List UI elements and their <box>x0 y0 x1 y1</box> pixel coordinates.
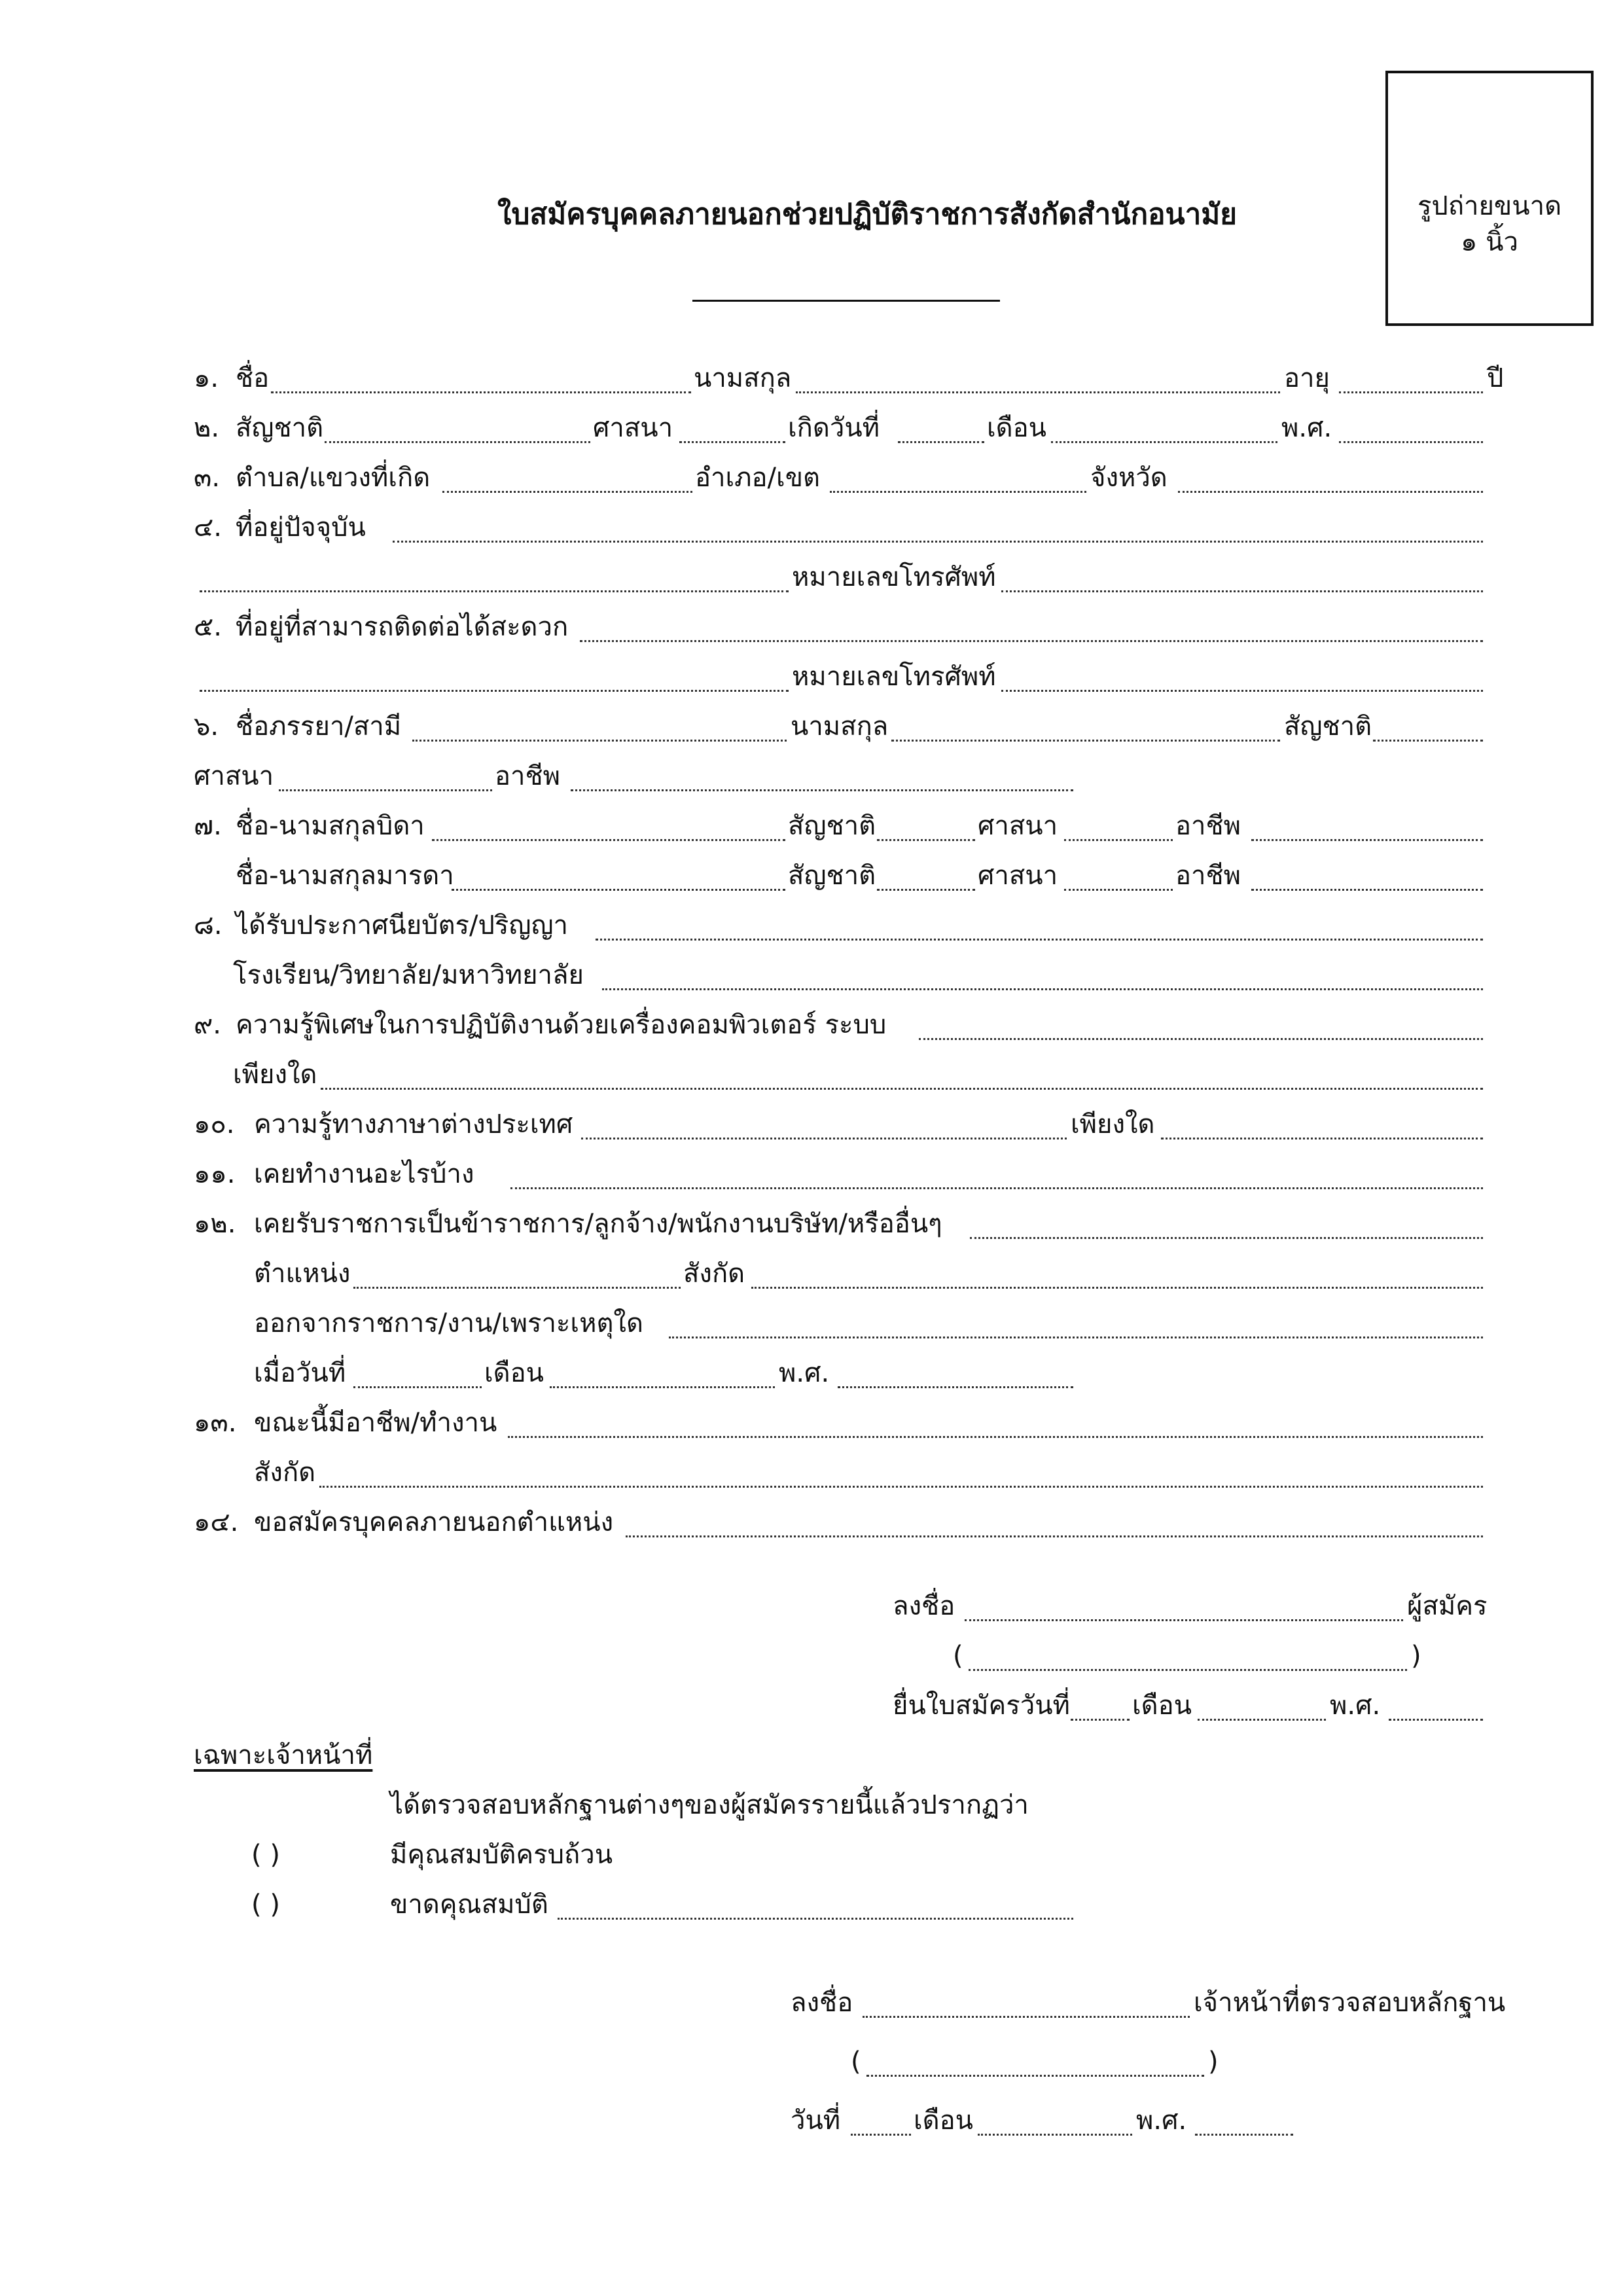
birth-province-label: จังหวัด <box>1090 463 1168 493</box>
current-affiliation-field[interactable] <box>319 1486 1483 1488</box>
contact-address-field-2[interactable] <box>200 690 789 692</box>
birth-province-field[interactable] <box>1178 491 1483 493</box>
applicant-printed-name-field[interactable] <box>969 1669 1407 1671</box>
item-number-12: ๑๒. <box>194 1209 236 1239</box>
current-job-field[interactable] <box>508 1436 1483 1438</box>
unqualified-checkbox[interactable]: ( ) <box>251 1890 280 1920</box>
submit-year-label: พ.ศ. <box>1330 1691 1381 1721</box>
birth-subdistrict-label: ตำบล/แขวงที่เกิด <box>236 463 431 493</box>
age-field[interactable] <box>1339 391 1483 393</box>
spouse-occupation-field[interactable] <box>571 789 1073 791</box>
item-number-13: ๑๓. <box>194 1408 237 1438</box>
spouse-name-field[interactable] <box>412 740 787 742</box>
contact-phone-label: หมายเลขโทรศัพท์ <box>792 662 996 692</box>
language-label: ความรู้ทางภาษาต่างประเทศ <box>254 1109 573 1139</box>
nationality-field[interactable] <box>325 441 590 443</box>
birth-year-label: พ.ศ. <box>1281 413 1332 443</box>
officer-date-label: วันที่ <box>791 2106 841 2136</box>
father-religion-field[interactable] <box>1064 839 1173 841</box>
spouse-surname-label: นามสกุล <box>791 711 889 742</box>
applicant-role-label: ผู้สมัคร <box>1407 1591 1488 1621</box>
birth-district-field[interactable] <box>830 491 1086 493</box>
leave-day-field[interactable] <box>353 1386 482 1388</box>
photo-box <box>1385 71 1594 326</box>
item-number-11: ๑๑. <box>194 1159 236 1189</box>
nationality-label: สัญชาติ <box>236 413 324 443</box>
age-label: อายุ <box>1284 363 1330 393</box>
name-field[interactable] <box>271 391 691 393</box>
birth-year-field[interactable] <box>1339 441 1483 443</box>
submit-year-field[interactable] <box>1389 1719 1483 1721</box>
religion-label: ศาสนา <box>593 413 673 443</box>
officer-day-field[interactable] <box>851 2134 911 2136</box>
submit-month-label: เดือน <box>1132 1691 1192 1721</box>
age-unit: ปี <box>1487 363 1504 393</box>
submit-month-field[interactable] <box>1198 1719 1326 1721</box>
item-number-6: ๖. <box>194 711 219 742</box>
applicant-name-close-paren: ) <box>1411 1641 1421 1671</box>
item-number-10: ๑๐. <box>194 1109 235 1139</box>
father-occupation-label: อาชีพ <box>1175 811 1241 841</box>
service-history-label: เคยรับราชการเป็นข้าราชการ/ลูกจ้าง/พนักงานบริษัท/หรืออื่นๆ <box>254 1209 942 1239</box>
item-number-7: ๗. <box>194 811 222 841</box>
leave-date-label: เมื่อวันที่ <box>254 1358 346 1388</box>
computer-skill-label: ความรู้พิเศษในการปฏิบัติงานด้วยเครื่องคอมพิวเตอร์ ระบบ <box>236 1010 887 1040</box>
computer-level-label: เพียงใด <box>233 1060 317 1090</box>
current-affiliation-label: สังกัด <box>254 1458 316 1488</box>
current-phone-label: หมายเลขโทรศัพท์ <box>792 562 996 592</box>
current-address-field[interactable] <box>393 541 1483 543</box>
officer-year-label: พ.ศ. <box>1136 2106 1187 2136</box>
spouse-nationality-field[interactable] <box>1373 740 1483 742</box>
computer-skill-field[interactable] <box>919 1038 1483 1040</box>
officer-check-statement: ได้ตรวจสอบหลักฐานต่างๆของผู้สมัครรายนี้แล้วปรากฏว่า <box>390 1790 1029 1820</box>
contact-address-label: ที่อยู่ที่สามารถติดต่อได้สะดวก <box>236 612 569 642</box>
position-label: ตำแหน่ง <box>254 1259 351 1289</box>
birth-district-label: อำเภอ/เขต <box>695 463 821 493</box>
leave-month-label: เดือน <box>484 1358 544 1388</box>
applicant-sign-label: ลงชื่อ <box>893 1591 955 1621</box>
officer-printed-name-field[interactable] <box>866 2075 1204 2077</box>
current-address-field-2[interactable] <box>200 590 789 592</box>
service-affiliation-label: สังกัด <box>683 1259 745 1289</box>
item-number-4: ๔. <box>194 512 222 543</box>
father-occupation-field[interactable] <box>1251 839 1483 841</box>
officer-year-field[interactable] <box>1195 2134 1293 2136</box>
mother-name-field[interactable] <box>452 889 785 891</box>
spouse-surname-field[interactable] <box>891 740 1280 742</box>
officer-section-heading: เฉพาะเจ้าหน้าที่ <box>194 1740 373 1770</box>
title-divider <box>692 300 1000 302</box>
spouse-occupation-label: อาชีพ <box>495 761 560 791</box>
mother-occupation-label: อาชีพ <box>1175 861 1241 891</box>
mother-name-label: ชื่อ-นามสกุลมารดา <box>236 861 454 891</box>
leave-reason-label: ออกจากราชการ/งาน/เพราะเหตุใด <box>254 1308 643 1338</box>
spouse-religion-field[interactable] <box>279 789 492 791</box>
position-field[interactable] <box>353 1287 681 1289</box>
item-number-8: ๘. <box>194 910 223 941</box>
submit-day-field[interactable] <box>1071 1719 1130 1721</box>
degree-label: ได้รับประกาศนียบัตร/ปริญญา <box>236 910 569 941</box>
contact-phone-field[interactable] <box>1001 690 1483 692</box>
contact-address-field[interactable] <box>580 640 1483 642</box>
item-number-9: ๙. <box>194 1010 222 1040</box>
service-history-field[interactable] <box>970 1237 1483 1239</box>
item-number-14: ๑๔. <box>194 1507 239 1537</box>
unqualified-label: ขาดคุณสมบัติ <box>390 1890 548 1920</box>
officer-role-label: เจ้าหน้าที่ตรวจสอบหลักฐาน <box>1194 1988 1506 2018</box>
name-label: ชื่อ <box>236 363 270 393</box>
leave-reason-field[interactable] <box>669 1336 1483 1338</box>
mother-occupation-field[interactable] <box>1251 889 1483 891</box>
item-number-2: ๒. <box>194 413 220 443</box>
language-level-field[interactable] <box>1161 1138 1483 1139</box>
surname-label: นามสกุล <box>694 363 792 393</box>
leave-year-field[interactable] <box>838 1386 1073 1388</box>
applicant-name-open-paren: ( <box>953 1641 963 1671</box>
father-name-label: ชื่อ-นามสกุลบิดา <box>236 811 425 841</box>
birth-day-field[interactable] <box>898 441 984 443</box>
officer-sign-label: ลงชื่อ <box>791 1988 853 2018</box>
mother-nationality-label: สัญชาติ <box>788 861 876 891</box>
apply-position-label: ขอสมัครบุคคลภายนอกตำแหน่ง <box>254 1507 614 1537</box>
computer-level-field[interactable] <box>321 1088 1483 1090</box>
father-nationality-label: สัญชาติ <box>788 811 876 841</box>
birth-subdistrict-field[interactable] <box>442 491 692 493</box>
institution-field[interactable] <box>602 988 1483 990</box>
current-phone-field[interactable] <box>1001 590 1483 592</box>
apply-position-field[interactable] <box>626 1535 1483 1537</box>
father-name-field[interactable] <box>432 839 785 841</box>
officer-name-open-paren: ( <box>851 2047 861 2077</box>
spouse-name-label: ชื่อภรรยา/สามี <box>236 711 402 742</box>
degree-field[interactable] <box>596 939 1483 941</box>
item-number-5: ๕. <box>194 612 222 642</box>
officer-signature-field[interactable] <box>863 2016 1190 2018</box>
birthdate-label: เกิดวันที่ <box>788 413 880 443</box>
unqualified-reason-field[interactable] <box>558 1918 1073 1920</box>
item-number-3: ๓. <box>194 463 221 493</box>
work-history-label: เคยทำงานอะไรบ้าง <box>254 1159 474 1189</box>
photo-size-label: รูปถ่ายขนาด <box>1417 191 1562 221</box>
mother-religion-label: ศาสนา <box>978 861 1058 891</box>
item-number-1: ๑. <box>194 363 219 393</box>
page-title: ใบสมัครบุคคลภายนอกช่วยปฏิบัติราชการสังกัดสำนักอนามัย <box>497 198 1238 231</box>
submit-date-label: ยื่นใบสมัครวันที่ <box>893 1691 1070 1721</box>
officer-month-field[interactable] <box>978 2134 1132 2136</box>
language-level-label: เพียงใด <box>1071 1109 1155 1139</box>
father-religion-label: ศาสนา <box>978 811 1058 841</box>
mother-religion-field[interactable] <box>1064 889 1173 891</box>
officer-name-close-paren: ) <box>1208 2047 1219 2077</box>
leave-month-field[interactable] <box>550 1386 775 1388</box>
mother-nationality-field[interactable] <box>877 889 975 891</box>
officer-month-label: เดือน <box>914 2106 974 2136</box>
applicant-signature-field[interactable] <box>965 1619 1403 1621</box>
work-history-field[interactable] <box>510 1187 1483 1189</box>
current-address-label: ที่อยู่ปัจจุบัน <box>236 512 366 543</box>
religion-field[interactable] <box>679 441 785 443</box>
surname-field[interactable] <box>796 391 1280 393</box>
birth-month-field[interactable] <box>1051 441 1277 443</box>
language-field[interactable] <box>581 1138 1067 1139</box>
leave-year-label: พ.ศ. <box>779 1358 830 1388</box>
qualified-checkbox[interactable]: ( ) <box>251 1840 280 1870</box>
service-affiliation-field[interactable] <box>751 1287 1483 1289</box>
spouse-nationality-label: สัญชาติ <box>1284 711 1372 742</box>
photo-size-value: ๑ นิ้ว <box>1461 227 1518 257</box>
spouse-religion-label: ศาสนา <box>194 761 274 791</box>
birth-month-label: เดือน <box>987 413 1047 443</box>
institution-label: โรงเรียน/วิทยาลัย/มหาวิทยาลัย <box>233 960 584 990</box>
qualified-label: มีคุณสมบัติครบถ้วน <box>390 1840 613 1870</box>
current-job-label: ขณะนี้มีอาชีพ/ทำงาน <box>254 1408 497 1438</box>
father-nationality-field[interactable] <box>877 839 975 841</box>
